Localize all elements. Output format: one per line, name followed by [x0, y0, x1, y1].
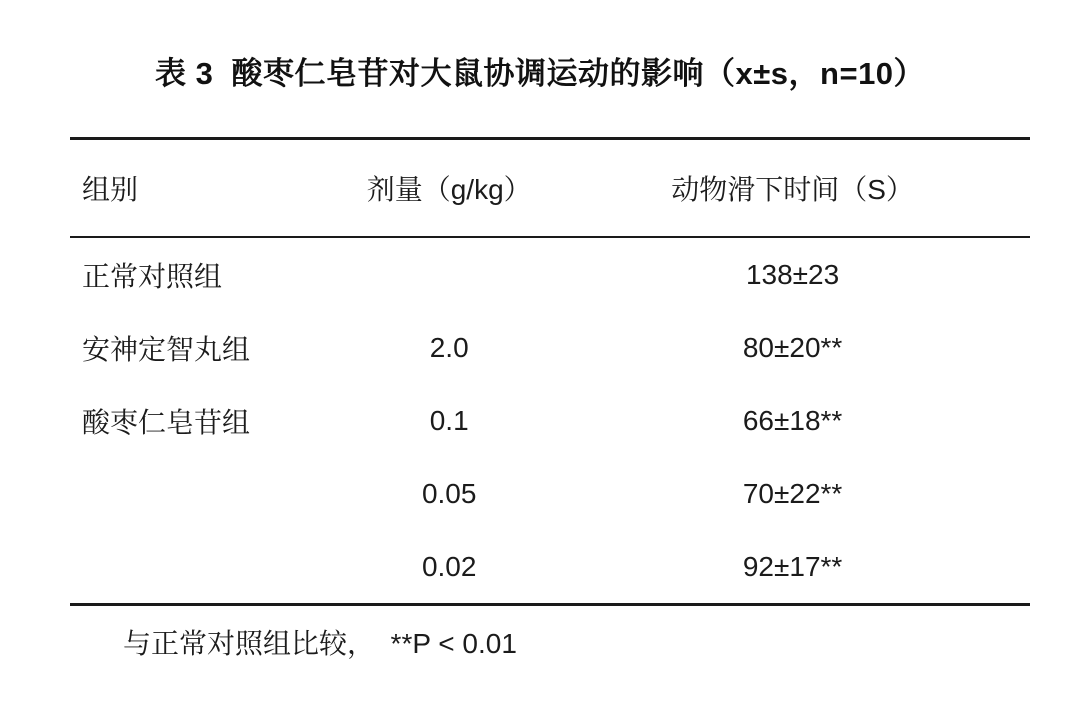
- cell-slide-time: 70±22**: [742, 477, 843, 509]
- table-row: [70, 237, 1030, 311]
- cell-dose: 2.0: [429, 331, 469, 363]
- data-table: [70, 137, 1030, 606]
- cell-slide-time: 66±18**: [742, 404, 843, 436]
- column-header-group: 组别: [70, 139, 329, 238]
- table-row: [70, 311, 1030, 384]
- cell-slide-time: 80±20**: [742, 331, 843, 363]
- cell-group: 安神定智丸组: [82, 333, 251, 365]
- table-row: [70, 530, 1030, 605]
- cell-dose: 0.1: [429, 404, 469, 436]
- table-footnote: 与正常对照组比较， **P < 0.01: [123, 628, 517, 659]
- table-title: 表 3 酸枣仁皂苷对大鼠协调运动的影响（x±s，n=10）: [154, 56, 926, 91]
- table-row: [70, 384, 1030, 457]
- cell-slide-time: 138±23: [745, 258, 840, 290]
- cell-group: [70, 457, 329, 530]
- three-line-table: [70, 137, 1030, 606]
- cell-group: 正常对照组: [82, 260, 223, 292]
- cell-group: 酸枣仁皂苷组: [82, 406, 251, 438]
- cell-group: [70, 530, 329, 605]
- cell-dose: 0.05: [421, 477, 477, 509]
- cell-slide-time: 92±17**: [742, 550, 843, 582]
- column-header-dose: 剂量（g/kg）: [329, 139, 569, 238]
- table-row: [70, 457, 1030, 530]
- column-header-slide-time: 动物滑下时间（S）: [569, 139, 1030, 238]
- cell-dose: 0.02: [421, 550, 477, 582]
- header-row: [70, 139, 1030, 238]
- cell-dose: [329, 237, 569, 311]
